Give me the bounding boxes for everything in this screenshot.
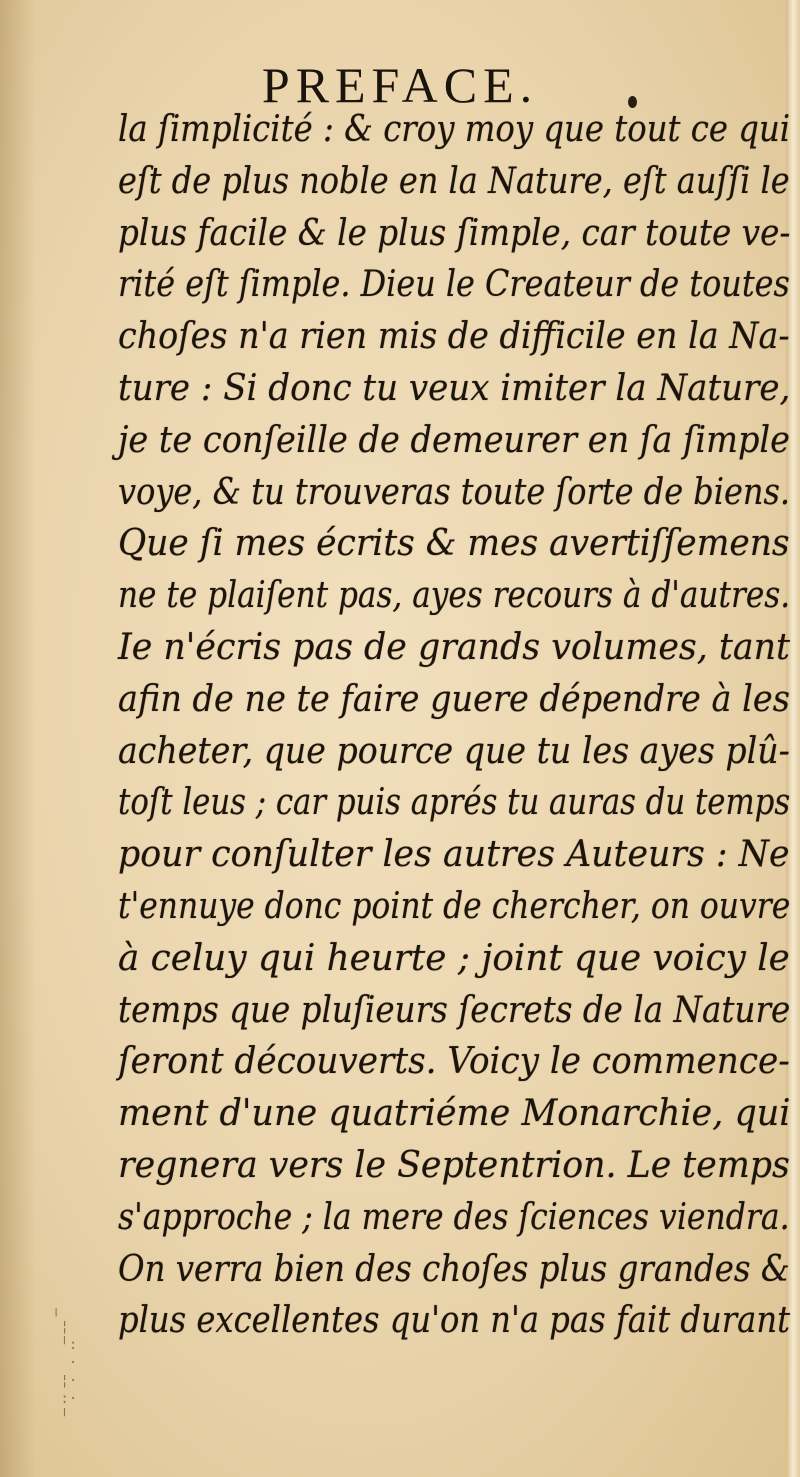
text-line: à celuy qui heurte ; joint que voicy le xyxy=(118,935,790,979)
text-line: toſt leus ; car puis aprés tu auras du temps xyxy=(118,780,791,824)
text-line: plus excellentes qu'on n'a pas fait durant xyxy=(118,1298,791,1342)
text-line: ture : Si donc tu veux imiter la Nature, xyxy=(118,365,791,409)
text-line: je te conſeille de demeurer en ſa ſimple xyxy=(118,417,791,461)
text-line: On verra bien des choſes plus grandes & xyxy=(118,1246,790,1290)
text-line: acheter, que pource que tu les ayes plû- xyxy=(118,728,790,772)
gutter-shadow xyxy=(0,0,36,1477)
text-line: plus facile & le plus ſimple, car toute ve- xyxy=(118,210,791,254)
text-line: regnera vers le Septentrion. Le temps xyxy=(118,1142,790,1186)
text-line: Que ſi mes écrits & mes avertiſſemens xyxy=(118,521,790,565)
text-line: choſes n'a rien mis de difficile en la Na- xyxy=(118,314,790,358)
text-line: ne te plaiſent pas, ayes recours à d'autres. xyxy=(118,573,791,617)
text-line: rité eſt ſimple. Dieu le Createur de toutes xyxy=(118,262,790,306)
running-header: PREFACE. xyxy=(261,57,539,113)
text-line: eſt de plus noble en la Nature, eſt auſſi le xyxy=(118,158,790,202)
text-line: afin de ne te faire guere dépendre à les xyxy=(118,676,790,720)
text-line: la ſimplicité : & croy moy que tout ce qui xyxy=(118,107,791,150)
body-text xyxy=(118,103,790,1346)
text-line: ſeront découverts. Voicy le commence- xyxy=(118,1039,790,1083)
text-line: voye, & tu trouveras toute ſorte de biens. xyxy=(118,469,791,513)
text-line: Ie n'écris pas de grands volumes, tant xyxy=(118,624,791,668)
text-line: s'approche ; la mere des ſciences viendra. xyxy=(118,1194,790,1238)
text-line: t'ennuye donc point de chercher, on ouvre xyxy=(118,883,791,927)
text-line: pour conſulter les autres Auteurs : Ne xyxy=(118,832,790,876)
margin-bleed-marks: ╷ ¦ ╵: · ¦· :· ╵ xyxy=(52,1301,78,1425)
text-line: temps que pluſieurs ſecrets de la Nature xyxy=(118,987,791,1031)
text-line: ment d'une quatriéme Monarchie, qui xyxy=(118,1091,791,1135)
